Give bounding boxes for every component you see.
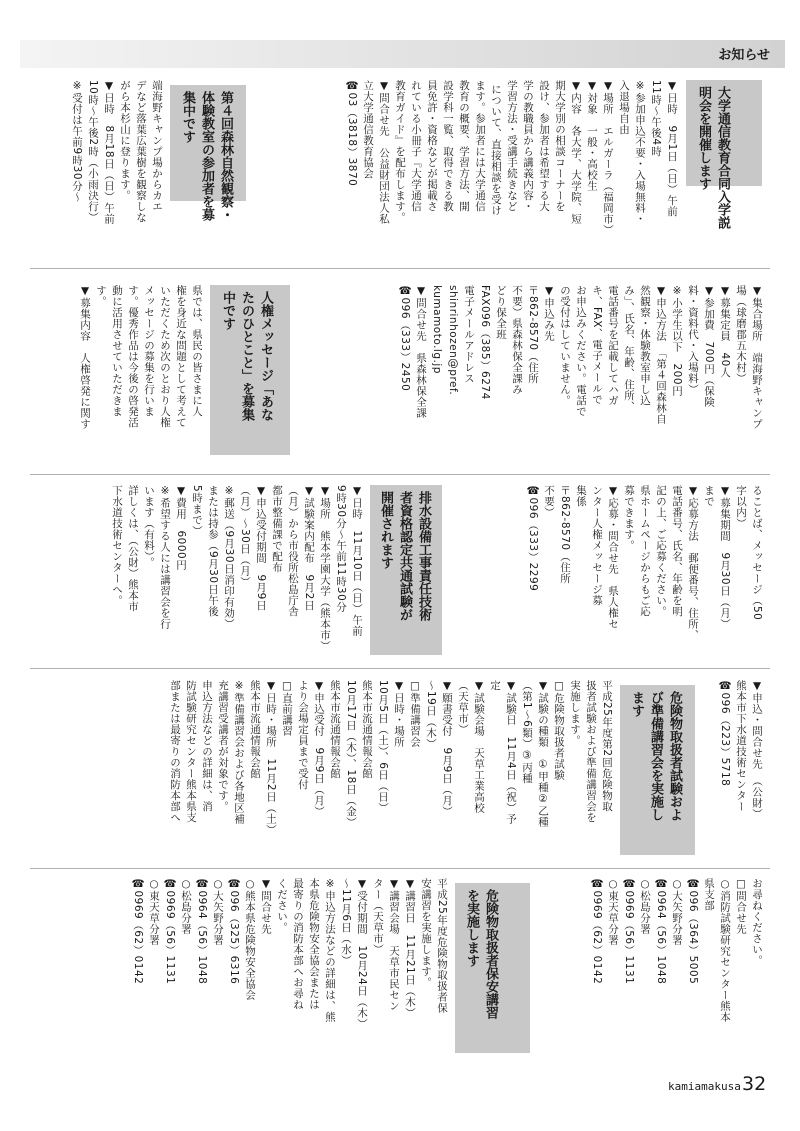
tier-divider [30,868,770,869]
article-heading: 第４回森林自然観察・ 体験教室の参加者を募 集中です [180,91,233,221]
article-body: ▼日時 11月10日（日）午前 9時30分〜午前11時30分 ▼場所 熊本学園大学（熊本市） ▼試験案内配布 9月2日 （月）から市役所松島庁舎 都市整備課で配布 ▼申込受付期間 9月9日 （月）〜30日（月） ※郵送（9月30日消印有効） または持参（9月30日午後 5時まで） ▼費用 6000円 ※希望する人には講習会を行 います（有料）。 詳しくは、（公財）熊本市 下水道技術センターへ。 [111,485,363,652]
article-heading: 危険物取扱者試験およ び準備講習会を実施し ます [629,691,682,821]
tier-divider [30,268,770,269]
article-heading: 危険物取扱者保安講習 を実施します [464,889,498,1019]
tier-4 [0,680,800,860]
footer-brand: kamiamakusa [668,1080,741,1093]
article-body: ることば、メッセージ（50 字以内） ▼募集期間 9月30日（月） まで ▼応募方法 郵便番号、住所、 電話番号、氏名、年齢を明 記の上、ご応募ください。 県ホームページからもご応 募できます。 ▼応募・問合せ先 県人権セ ンター人権メッセージ募 集係 〒862‐8570（住所 不要） ☎096（333）2299 [527,485,763,641]
tier-divider [30,668,770,669]
article-body: 端海野キャンプ場からカエ デなど落葉広葉樹を観察しな がら本杉山に登ります。 ▼日時 8月18日（日）午前 10時〜午後2時（小雨決行） ※受付は午前9時30分〜 [71,80,163,225]
page-number: 32 [742,1073,767,1095]
section-title: お知らせ [718,48,770,63]
tier-5 [0,878,800,1060]
article-body: お尋ねください。 □問合せ先 ○消防試験研究センター熊本 県支部 ☎096（364）5005 ○大矢野分署 ☎0964（56）1048 ○松島分署 ☎0969（56）1131 ○東天草分署 ☎0969（62）0142 [591,878,763,1023]
header-band [20,40,785,68]
article-heading: 大学通信教育合同入学説 明会を開催します [696,86,730,229]
article-body: ▼集合場所 端海野キャンプ 場（球磨郡五木村） ▼募集定員 40人 ▼参加費 700円（保険 料・資料代・入場料） ※小学生以下 200円 ▼申込方法 「第４回森林自 然観察・体験教室申し込 み」、氏名、年齢、住所、 電話番号を記載してハガ キ、FAX、電子メールで お申込みください。電話で の受付はしていません。 ▼申込み先 〒862‐8570（住所 不要）県森林保全課み どり保全班 FAX096（385）6274 電子メールアドレス shinrinhozen@pref. kumamoto.lg.jp ▼問合せ先 県森林保全課 ☎096（333）2450 [399,285,763,430]
article-heading: 排水設備工事責任技術 者資格認定共通試験が 開催されます [378,491,431,621]
tier-2 [0,285,800,465]
tier-1 [0,80,800,265]
article-body: ▼日時 9月1日（日）午前 11時〜午後4時 ※参加申込不要・入場無料・ 入退場自由 ▼場所 エルガーラ（福岡市） ▼対象 一般・高校生 ▼内容 各大学、大学院、短 期大学別の相談コーナーを 設け、参加者は希望する大 学の教職員から講義内容・ 学習方法・受講手続きなど について、直接相談を受け ます。参加者には大学通信 教育の概要、学習方法、開 設学科一覧、取得できる教 員免許・資格などが掲載さ れている小冊子『大学通信 教育ガイド』を配布します。 ▼問合せ先 公益財団法人私 立大学通信教育協会 ☎03（3818）3870 [346,80,678,236]
tier-3 [0,485,800,660]
article-body: 平成25年度危険物取扱者保 安講習を実施します。 ▼講習日 11月21日（木） ▼講習会場 天草市民セン ター（天草市） ▼受付期間 10月24日（木） 〜11月6日（水） ※申込方法などの詳細は、熊 本県危険物安全協会または 最寄りの消防本部へお尋ね ください。 ▼問合せ先 ○熊本県危険物安全協会 ☎096（325）6316 ○大矢野分署 ☎0964（56）1048 ○松島分署 ☎0969（56）1131 ○東天草分署 ☎0969（62）0142 [132,878,448,1030]
article-body: 県では、県民の皆さまに人 権を身近な問題として考えて いただくため次のとおり人権 メッセージの募集を行いま す。優秀作品は今後の啓発活 動に活用させていただきま す。 ▼募集内容 人権啓発に関す [79,285,203,430]
article-heading: 人権メッセージ「あな たのひとこと」を募集 中です [220,291,273,421]
tier-divider [30,474,770,475]
article-body: ▼申込・問合せ先 （公財） 熊本市下水道技術センター ☎096（223）5718 [719,680,763,820]
article-body: 平成25年度第2回危険物取 扱者試験および準備講習会を 実施します。 □危険物取扱者試験 ▼試験の種類 ①甲種②乙種 （第1〜6類）③丙種 ▼試験日 11月4日（祝）予 定 ▼試験会場 天草工業高校 （天草市） ▼願書受付 9月9日（月） 〜19日（木） □準備講習会 ▼日時・場所 10月5日（土）、6日（日） 熊本市流通情報会館 10月17日（木）、18日（金） 熊本市流通情報会館 ▼申込受付 9月9日（月） より会場定員まで受付 □直前講習 ▼日時・場所 11月2日（土） 熊本市流通情報会館 ※準備講習会および各地区補 充講習受講者が対象です。 申込方法などの詳細は、消 防試験研究センター熊本県支 部または最寄りの消防本部へ [169,680,613,836]
